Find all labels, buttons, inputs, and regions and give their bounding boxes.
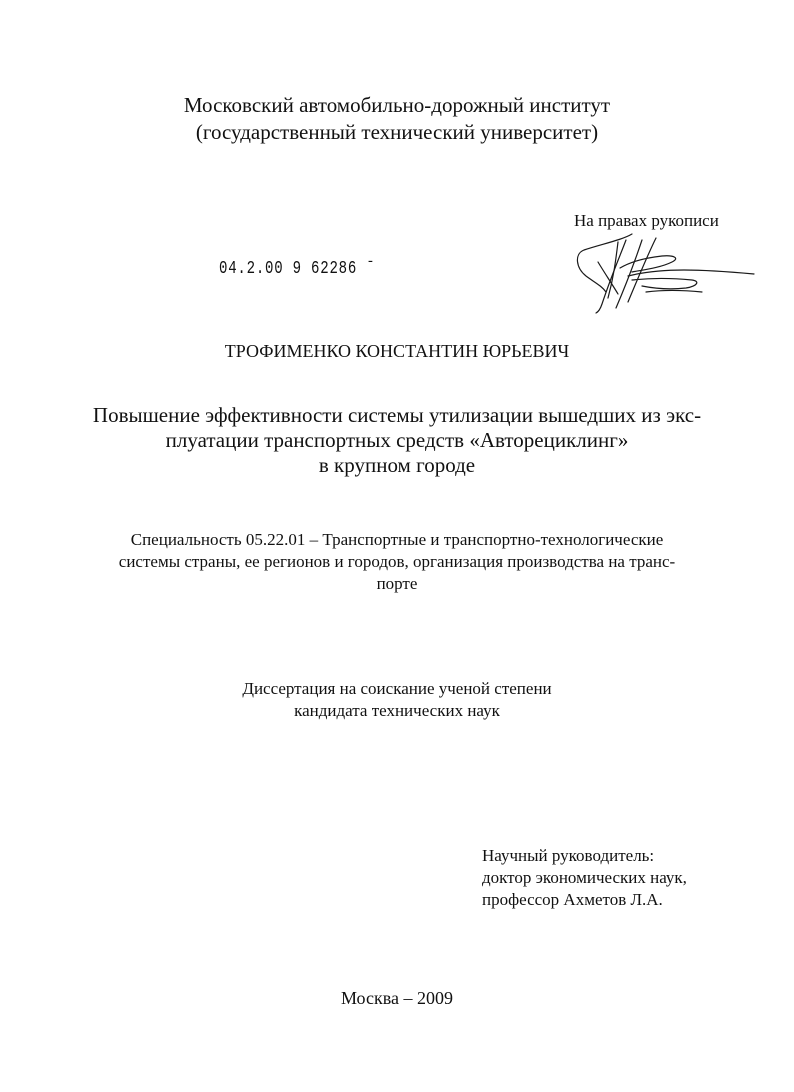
manuscript-note: На правах рукописи (574, 211, 719, 230)
registration-stamp: 04.2.00 9 62286 ˉ (219, 259, 376, 279)
supervisor-block (482, 845, 687, 911)
specialty-line: порте (376, 574, 418, 593)
handwritten-signature (572, 232, 758, 319)
dissertation-title (0, 403, 794, 478)
degree-line: Диссертация на соискание ученой степени (242, 679, 552, 698)
specialty (0, 529, 794, 595)
institution-subtitle: (государственный технический университет) (195, 120, 599, 144)
degree-line: кандидата технических наук (294, 701, 500, 720)
supervisor-degree: доктор экономических наук, (482, 868, 687, 887)
institution-name: Московский автомобильно-дорожный институт (183, 93, 611, 117)
title-line: в крупном городе (318, 453, 476, 477)
degree-statement (0, 678, 794, 722)
specialty-line: Специальность 05.22.01 – Транспортные и транспортно-технологические (130, 530, 664, 549)
author-name: ТРОФИМЕНКО КОНСТАНТИН ЮРЬЕВИЧ (224, 341, 570, 361)
city-year: Москва – 2009 (341, 988, 453, 1008)
institution-header (0, 92, 794, 146)
supervisor-name: профессор Ахметов Л.А. (482, 890, 663, 909)
title-line: Повышение эффективности системы утилизации вышедших из экс- (92, 403, 702, 427)
title-line: плуатации транспортных средств «Авторециклинг» (165, 428, 629, 452)
specialty-line: системы страны, ее регионов и городов, организация производства на транс- (118, 552, 676, 571)
supervisor-label: Научный руководитель: (482, 846, 655, 865)
